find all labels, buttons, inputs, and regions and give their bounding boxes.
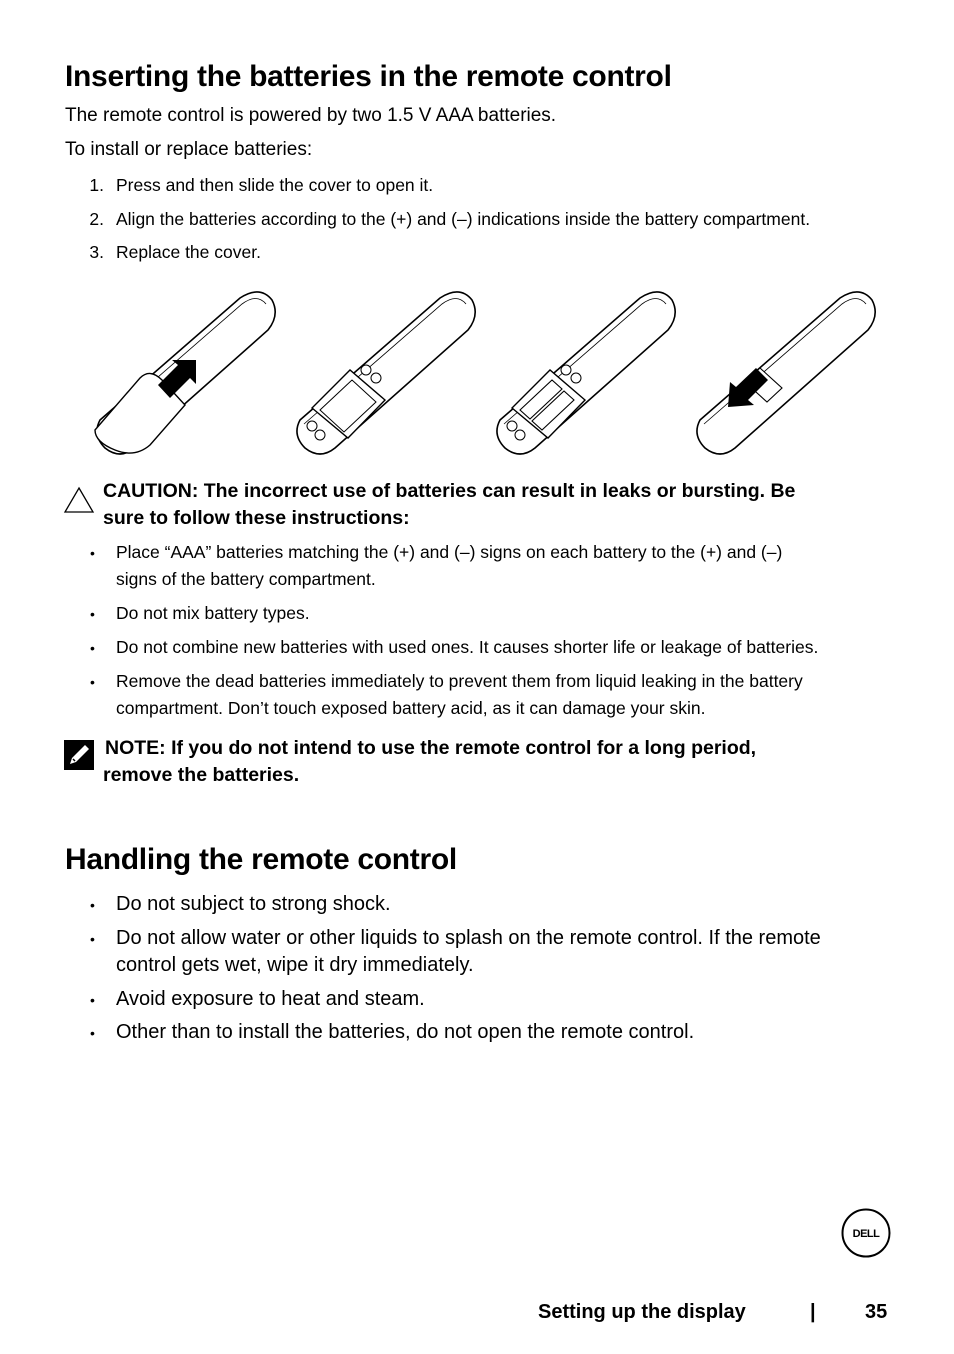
bullet: • [90,640,95,656]
note-line2: remove the batteries. [103,764,300,786]
step-number: 1. [89,175,104,195]
handling-item-line: Do not subject to strong shock. [116,893,391,915]
step-item [80,239,261,266]
step-text: Replace the cover. [116,242,261,262]
step-text: Press and then slide the cover to open it. [116,175,434,195]
step-number: 3. [89,242,104,262]
step-item [80,172,434,199]
footer-separator: | [810,1301,816,1323]
handling-list-item [90,986,425,1014]
warning-triangle-icon [64,487,94,513]
handling-item-line: control gets wet, wipe it dry immediately. [116,954,474,976]
caution-list-item [90,634,819,662]
bullet: • [90,931,95,947]
caution-item-line: compartment. Don’t touch exposed battery acid, as it can damage your skin. [116,698,706,718]
step-text: Align the batteries according to the (+) and (–) indications inside the battery compartment. [116,209,811,229]
caution-line1: CAUTION: The incorrect use of batteries can result in leaks or bursting. Be [103,480,796,502]
remote-step1-image [95,292,275,454]
section-title-handling: Handling the remote control [65,843,457,876]
caution-item-line: signs of the battery compartment. [116,569,376,589]
lead-text: To install or replace batteries: [65,139,313,160]
handling-list-item [90,1019,695,1047]
caution-item-line: Do not combine new batteries with used ones. It causes shorter life or leakage of batteries. [116,637,819,657]
section-title-batteries: Inserting the batteries in the remote control [65,60,672,93]
battery-installation-illustration [90,290,880,460]
caution-item-line: Place “AAA” batteries matching the (+) and (–) signs on each battery to the (+) and (–) [116,542,783,562]
bullet: • [90,674,95,690]
step-number: 2. [89,209,104,229]
handling-list-item [90,891,391,919]
caution-item-line: Remove the dead batteries immediately to prevent them from liquid leaking in the battery [116,671,803,691]
page-number: 35 [865,1301,888,1323]
intro-text: The remote control is powered by two 1.5 V AAA batteries. [65,105,557,126]
step-item [80,206,811,233]
bullet: • [90,1025,95,1041]
handling-item-line: Avoid exposure to heat and steam. [116,988,425,1010]
handling-item-line: Do not allow water or other liquids to splash on the remote control. If the remote [116,927,821,949]
logo-text: DELL [852,1228,880,1240]
bullet: • [90,992,95,1008]
pencil-note-icon [64,740,94,770]
remote-step4-image [697,292,875,454]
bullet: • [90,897,95,913]
caution-list-item [90,600,310,628]
remote-step3-image [497,292,675,454]
handling-item-line: Other than to install the batteries, do not open the remote control. [116,1021,695,1043]
remote-step2-image [297,292,475,454]
caution-list-item [90,668,803,718]
footer-section-title: Setting up the display [538,1301,746,1323]
note-line1: NOTE: If you do not intend to use the remote control for a long period, [105,737,757,759]
caution-line2: sure to follow these instructions: [103,507,410,529]
caution-item-line: Do not mix battery types. [116,603,310,623]
bullet: • [90,606,95,622]
caution-list-item [90,539,890,589]
dell-logo [841,1208,891,1258]
handling-list-item [90,925,821,976]
bullet: • [90,545,95,561]
